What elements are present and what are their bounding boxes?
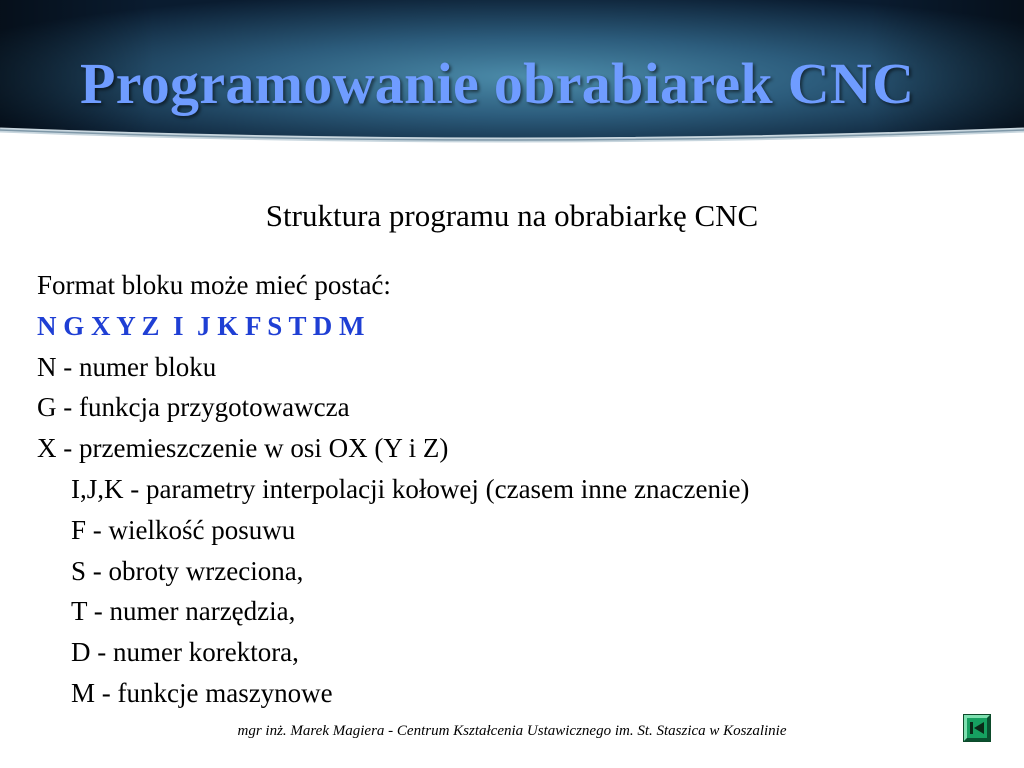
block-format-line: N G X Y Z I J K F S T D M [37, 310, 365, 341]
definition-s: S - obroty wrzeciona, [71, 555, 304, 586]
definition-t: T - numer narzędzia, [71, 596, 296, 627]
definition-g: G - funkcja przygotowawcza [37, 392, 350, 423]
definition-f: F - wielkość posuwu [71, 514, 296, 545]
definition-n: N - numer bloku [37, 351, 217, 382]
slide-title: Programowanie obrabiarek CNC [80, 51, 915, 116]
slide-footer: mgr inż. Marek Magiera - Centrum Kształcenia Ustawicznego im. St. Staszica w Koszalinie [237, 723, 787, 739]
block-format-description [37, 265, 749, 714]
definition-x: X - przemieszczenie w osi OX (Y i Z) [37, 433, 449, 464]
skip-to-start-icon [963, 714, 991, 742]
definition-d: D - numer korektora, [71, 637, 299, 668]
definition-ijk: I,J,K - parametry interpolacji kołowej (czasem inne znaczenie) [71, 473, 750, 504]
definition-m: M - funkcje maszynowe [71, 677, 333, 708]
go-to-first-slide-button[interactable] [963, 714, 991, 742]
slide-subtitle: Struktura programu na obrabiarkę CNC [265, 198, 759, 233]
format-intro-line: Format bloku może mieć postać: [37, 270, 391, 300]
